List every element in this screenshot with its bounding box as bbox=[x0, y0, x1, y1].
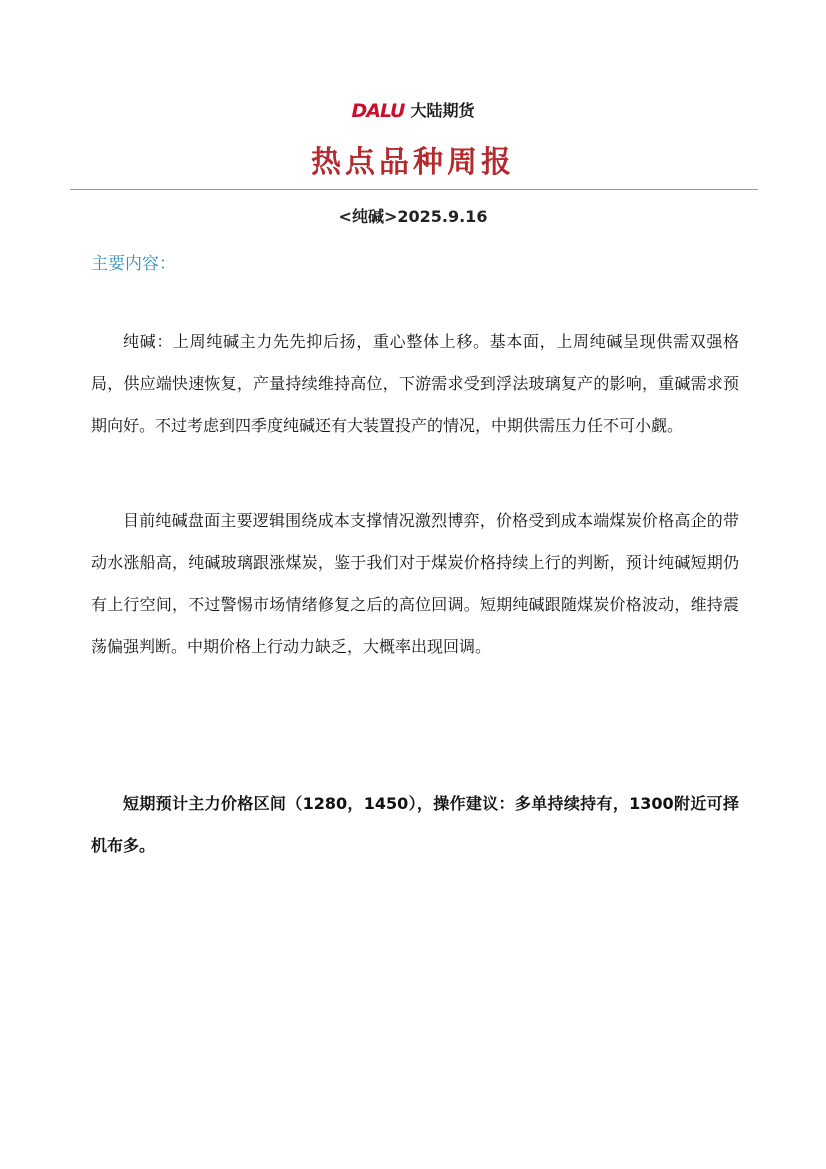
logo-text: 大陆期货 bbox=[410, 101, 475, 120]
paragraph-market-logic: 目前纯碱盘面主要逻辑围绕成本支撑情况激烈博弈，价格受到成本端煤炭价格高企的带动水涨船高，纯碱玻璃跟涨煤炭，鉴于我们对于煤炭价格持续上行的判断，预计纯碱短期仍有上行空间，不过警惕市场情绪修复之后的高位回调。短期纯碱跟随煤炭价格波动，维持震荡偏强判断。中期价格上行动力缺乏，大概率出现回调。 bbox=[91, 511, 739, 656]
report-subtitle: <纯碱>2025.9.16 bbox=[338, 207, 488, 226]
company-logo bbox=[0, 98, 826, 124]
title-divider bbox=[70, 189, 758, 190]
paragraph-fundamentals: 纯碱：上周纯碱主力先先抑后扬，重心整体上移。基本面，上周纯碱呈现供需双强格局，供应端快速恢复，产量持续维持高位，下游需求受到浮法玻璃复产的影响，重碱需求预期向好。不过考虑到四季度纯碱还有大装置投产的情况，中期供需压力任不可小觑。 bbox=[91, 332, 739, 435]
logo-mark: DALU bbox=[351, 100, 405, 122]
report-title: 热点品种周报 bbox=[311, 145, 515, 180]
section-label: 主要内容： bbox=[91, 254, 176, 274]
trading-recommendation: 短期预计主力价格区间（1280，1450），操作建议：多单持续持有，1300附近可择机布多。 bbox=[91, 794, 739, 855]
